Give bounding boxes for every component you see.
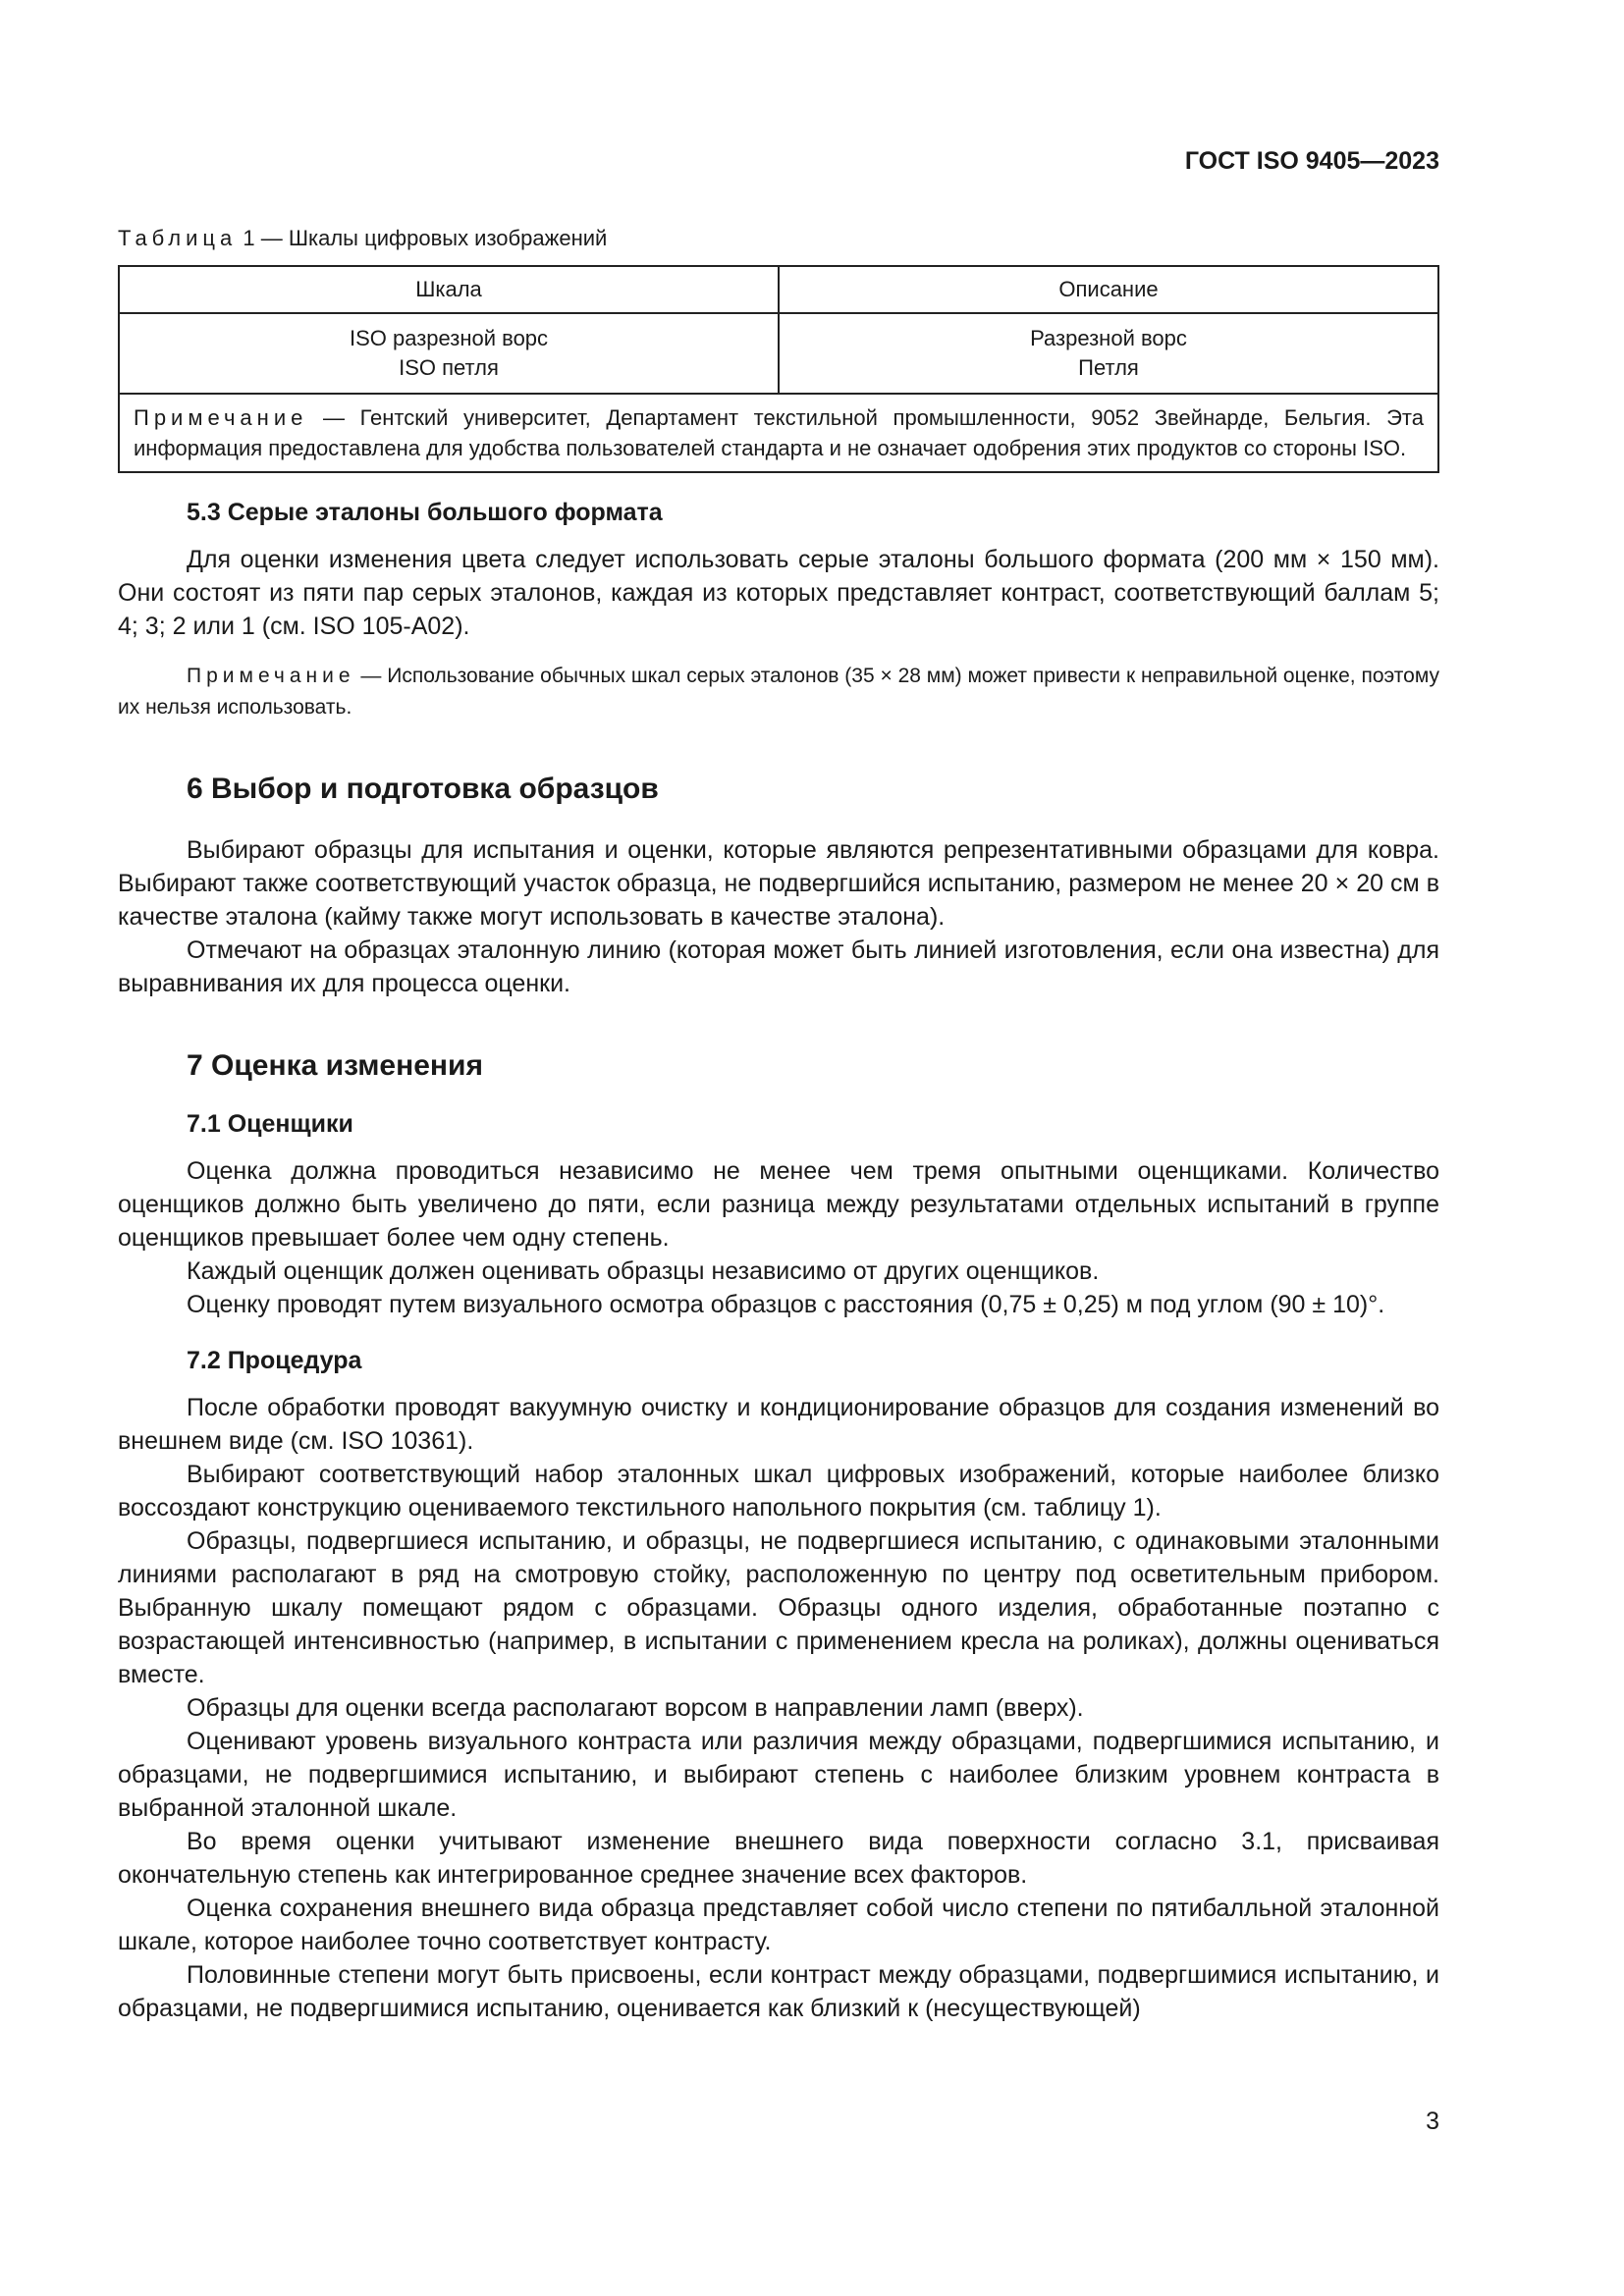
paragraph: Оценивают уровень визуального контраста или различия между образцами, подвергшимися испытанию, и образцами, не подвергшимися испытанию, и выбирают степень с наиболее близким уровнем контраста в выбранной эталонной шкале. [118, 1728, 1439, 1822]
paragraph: Образцы для оценки всегда располагают ворсом в направлении ламп (вверх). [187, 1694, 1084, 1722]
section-heading-7-2: 7.2 Процедура [187, 1347, 362, 1374]
table-row [119, 313, 1438, 394]
paragraph: Для оценки изменения цвета следует использовать серые эталоны большого формата (200 мм × 150 мм). Они состоят из пяти пар серых эталонов, каждая из которых представляет контраст, соответствующий баллам 5; 4; 3; 2 или 1 (см. ISO 105-A02). [118, 546, 1439, 640]
paragraph: Половинные степени могут быть присвоены, если контраст между образцами, подвергшимися испытанию, и образцами, не подвергшимися испытанию, оценивается как близкий к (несуществующей) [118, 1961, 1439, 2022]
paragraph: Оценку проводят путем визуального осмотра образцов с расстояния (0,75 ± 0,25) м под углом (90 ± 10)°. [187, 1291, 1385, 1318]
table-header-row [119, 266, 1438, 313]
section-heading-7-1: 7.1 Оценщики [187, 1110, 353, 1138]
paragraph: Оценка должна проводиться независимо не менее чем тремя опытными оценщиками. Количество оценщиков должно быть увеличено до пяти, если разница между результатами отдельных испытаний в группе оценщиков превышает более чем одну степень. [118, 1157, 1439, 1252]
table-cell-line: Петля [1078, 355, 1139, 380]
page-number: 3 [1426, 2108, 1439, 2135]
paragraph: Оценка сохранения внешнего вида образца представляет собой число степени по пятибалльной эталонной шкале, которое наиболее точно соответствует контрасту. [118, 1895, 1439, 1955]
table-note-row [119, 394, 1438, 472]
paragraph: Отмечают на образцах эталонную линию (которая может быть линией изготовления, если она известна) для выравнивания их для процесса оценки. [118, 936, 1439, 997]
paragraph: Во время оценки учитывают изменение внешнего вида поверхности согласно 3.1, присваивая окончательную степень как интегрированное среднее значение всех факторов. [118, 1828, 1439, 1889]
paragraph: Образцы, подвергшиеся испытанию, и образцы, не подвергшиеся испытанию, с одинаковыми эталонными линиями располагают в ряд на смотровую стойку, расположенную по центру под осветительным прибором. Выбранную шкалу помещают рядом с образцами. Образцы одного изделия, обработанные поэтапно с возрастающей интенсивностью (например, в испытании с применением кресла на роликах), должны оцениваться вместе. [118, 1527, 1439, 1688]
table-note-label: Примечание [134, 405, 308, 430]
table-caption [118, 226, 1439, 251]
table-note-text: — Гентский университет, Департамент текстильной промышленности, 9052 Звейнарде, Бельгия. Эта информация предоставлена для удобства пользователей стандарта и не означает одобрения этих продуктов со стороны ISO. [134, 405, 1424, 460]
table-cell-line: ISO петля [399, 355, 499, 380]
table-note [119, 394, 1438, 472]
note [118, 661, 1439, 723]
note-label: Примечание [187, 665, 355, 687]
section-heading-6: 6 Выбор и подготовка образцов [187, 773, 659, 805]
table-cell-line: Разрезной ворс [1030, 326, 1187, 350]
document-code: ГОСТ ISO 9405—2023 [1184, 147, 1439, 175]
page-content [118, 226, 1439, 2025]
section-heading-7: 7 Оценка изменения [187, 1049, 483, 1082]
table-header-scale: Шкала [119, 266, 779, 313]
table-cell-description [779, 313, 1438, 394]
table-cell-line: ISO разрезной ворс [349, 326, 549, 350]
section-heading-5-3: 5.3 Серые эталоны большого формата [187, 499, 663, 526]
scales-table [118, 265, 1439, 473]
table-caption-label: Таблица [118, 226, 238, 250]
paragraph: Каждый оценщик должен оценивать образцы независимо от других оценщиков. [187, 1257, 1100, 1285]
table-cell-scale [119, 313, 779, 394]
table-header-description: Описание [779, 266, 1438, 313]
paragraph: Выбирают образцы для испытания и оценки, которые являются репрезентативными образцами для ковра. Выбирают также соответствующий участок образца, не подвергшийся испытанию, размером не менее 20 × 20 см в качестве эталона (кайму также могут использовать в качестве эталона). [118, 836, 1439, 931]
paragraph: После обработки проводят вакуумную очистку и кондиционирование образцов для создания изменений во внешнем виде (см. ISO 10361). [118, 1394, 1439, 1455]
paragraph: Выбирают соответствующий набор эталонных шкал цифровых изображений, которые наиболее близко воссоздают конструкцию оцениваемого текстильного напольного покрытия (см. таблицу 1). [118, 1461, 1439, 1522]
note-text: — Использование обычных шкал серых эталонов (35 × 28 мм) может привести к неправильной оценке, поэтому их нельзя использовать. [118, 665, 1439, 719]
table-caption-text: 1 — Шкалы цифровых изображений [237, 226, 608, 250]
